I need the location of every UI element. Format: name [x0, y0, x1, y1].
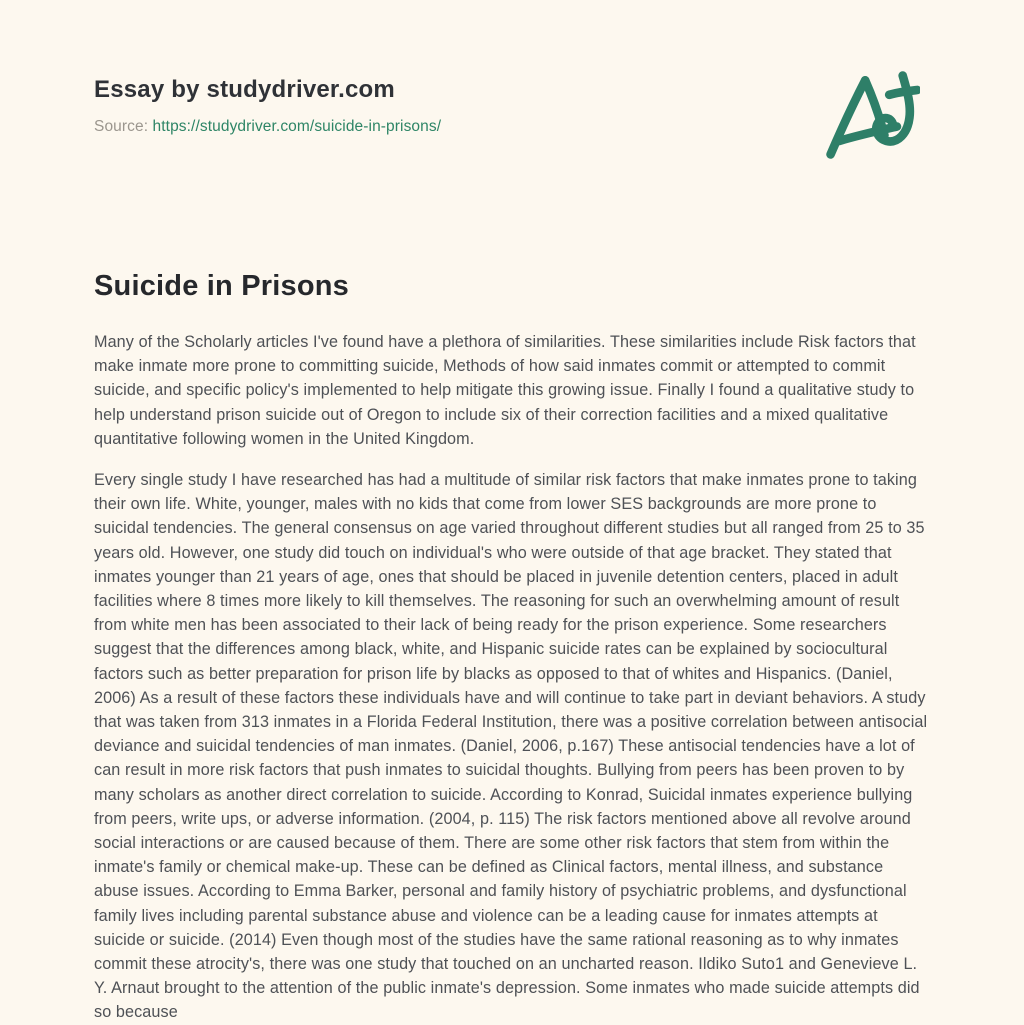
- page-header: [94, 76, 930, 164]
- header-text-block: [94, 76, 441, 136]
- a-plus-logo-icon: [820, 66, 920, 164]
- site-header-title: Essay by studydriver.com: [94, 76, 395, 103]
- source-line: [94, 118, 441, 136]
- source-link[interactable]: https://studydriver.com/suicide-in-prisons/: [152, 118, 442, 135]
- source-label: Source:: [94, 118, 149, 135]
- essay-paragraph-1: Many of the Scholarly articles I've found have a plethora of similarities. These similarities include Risk factors that make inmate more prone to committing suicide, Methods of how said inmates commit or attempted to commit suicide, and specific policy's implemented to help mitigate this growing issue. Finally I found a qualitative study to help understand prison suicide out of Oregon to include six of their correction facilities and a mixed qualitative quantitative following women in the United Kingdom.: [94, 333, 916, 448]
- essay-paragraph-2: Every single study I have researched has had a multitude of similar risk factors that make inmates prone to taking their own life. White, younger, males with no kids that come from lower SES backgrounds are more prone to suicidal tendencies. The general consensus on age varied throughout different studies but all ranged from 25 to 35 years old. However, one study did touch on individual's who were outside of that age bracket. They stated that inmates younger than 21 years of age, ones that should be placed in juvenile detention centers, placed in adult facilities where 8 times more likely to kill themselves. The reasoning for such an overwhelming amount of result from white men has been associated to their lack of being ready for the prison experience. Some researchers suggest that the differences among black, white, and Hispanic suicide rates can be explained by sociocultural factors such as better preparation for prison life by blacks as opposed to that of whites and Hispanics. (Daniel, 2006) As a result of these factors these individuals have and will continue to take part in deviant behaviors. A study that was taken from 313 inmates in a Florida Federal Institution, there was a positive correlation between antisocial deviance and suicidal tendencies of man inmates. (Daniel, 2006, p.167) These antisocial tendencies have a lot of can result in more risk factors that push inmates to suicidal thoughts. Bullying from peers has been proven to by many scholars as another direct correlation to suicide. According to Konrad, Suicidal inmates experience bullying from peers, write ups, or adverse information. (2004, p. 115) The risk factors mentioned above all revolve around social interactions or are caused because of them. There are some other risk factors that stem from within the inmate's family or chemical make-up. These can be defined as Clinical factors, mental illness, and substance abuse issues. According to Emma Barker, personal and family history of psychiatric problems, and dysfunctional family lives including parental substance abuse and violence can be a leading cause for inmates attempts at suicide or suicide. (2014) Even though most of the studies have the same rational reasoning as to why inmates commit these atrocity's, there was one study that touched on an uncharted reason. Ildiko Suto1 and Genevieve L. Y. Arnaut brought to the attention of the public inmate's depression. Some inmates who made suicide attempts did so because: [94, 471, 928, 1022]
- essay-body: [94, 330, 930, 1025]
- page-container: [94, 0, 930, 1025]
- essay-title: Suicide in Prisons: [94, 270, 349, 302]
